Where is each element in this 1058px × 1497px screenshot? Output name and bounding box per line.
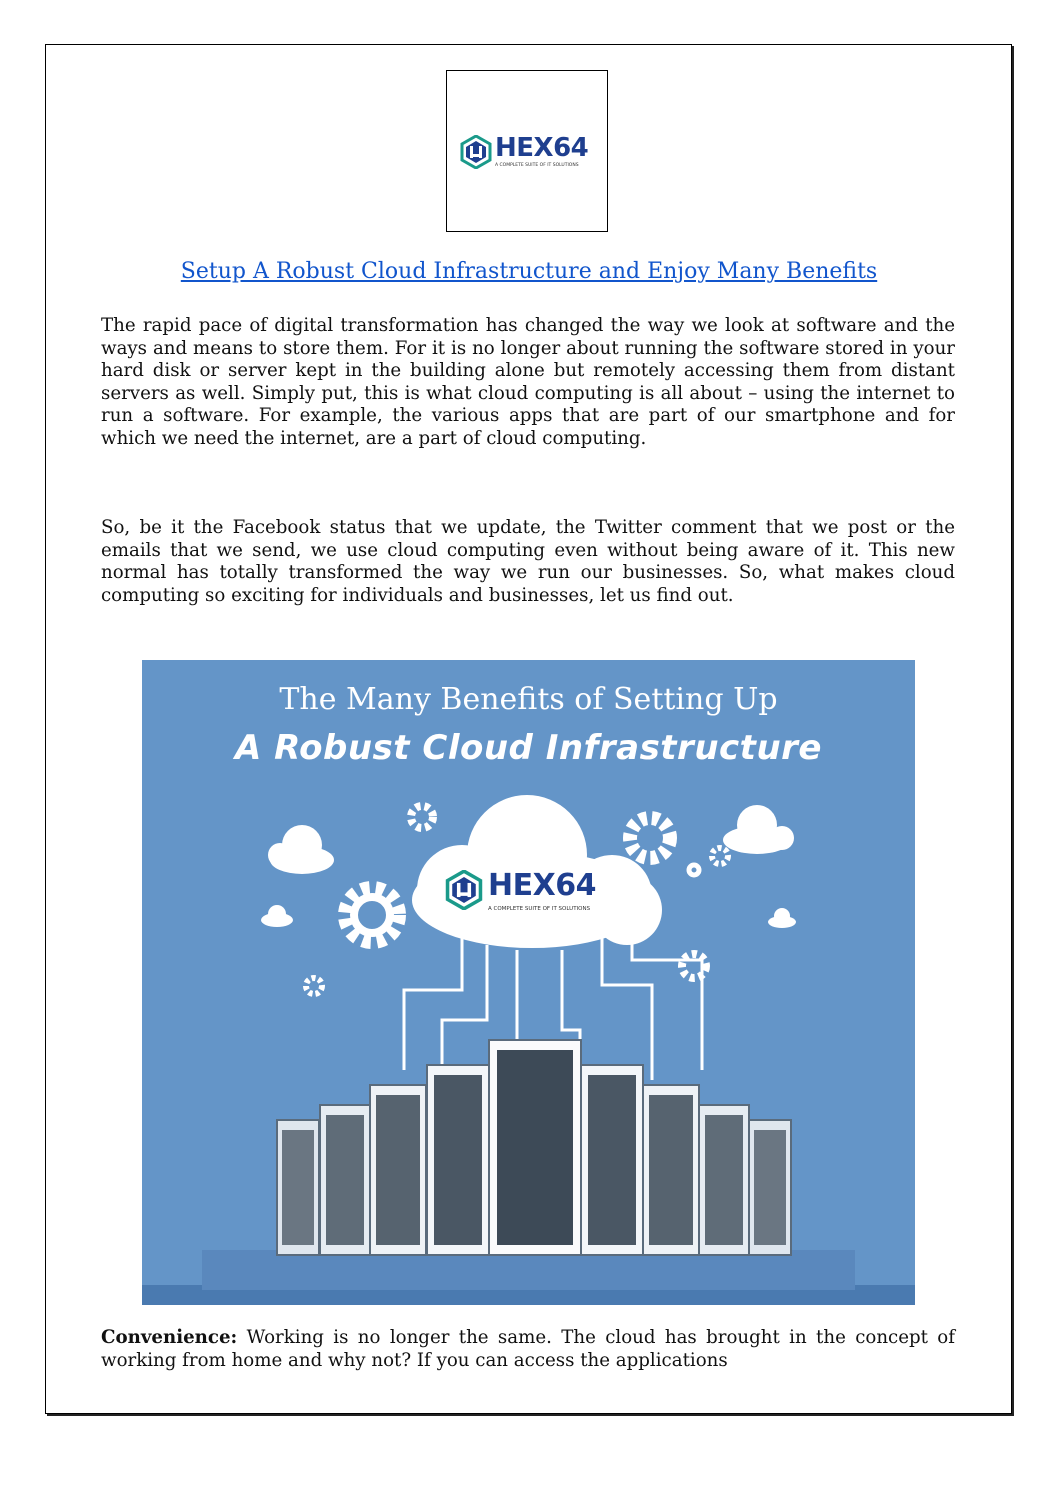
paragraph-convenience — [101, 1327, 955, 1372]
convenience-text: Working is no longer the same. The cloud has brought in the concept of working from home and why not? If you can access the applications — [101, 1327, 955, 1371]
logo-wordmark: HEX64 — [495, 133, 589, 163]
hexagon-logo-icon — [444, 870, 484, 910]
infographic-title-line2: A Robust Cloud Infrastructure — [235, 728, 822, 768]
infographic-title-line1: The Many Benefits of Setting Up — [279, 682, 778, 717]
logo-tagline: A COMPLETE SUITE OF IT SOLUTIONS — [495, 163, 579, 168]
infographic-brand-tagline: A COMPLETE SUITE OF IT SOLUTIONS — [488, 906, 591, 912]
infographic-brand: HEX64 — [488, 868, 596, 903]
company-logo — [446, 70, 608, 232]
page-title-link[interactable]: Setup A Robust Cloud Infrastructure and Enjoy Many Benefits — [180, 259, 878, 284]
hexagon-logo-icon — [459, 135, 493, 169]
paragraph-intro: The rapid pace of digital transformation has changed the way we look at software and the ways and means to store them. For it is no longer about running the software stored in your hard disk or server kept in the building alone but remotely accessing them from distant servers as well. Simply put, this is what cloud computing is all about – using the internet to run a software. For example, the various apps that are part of our smartphone and for which we need the internet, are a part of cloud computing. — [101, 315, 955, 449]
paragraph-examples: So, be it the Facebook status that we update, the Twitter comment that we post or the emails that we send, we use cloud computing even without being aware of it. This new normal has totally transformed the way we run our businesses. So, what makes cloud computing so exciting for individuals and businesses, let us find out. — [101, 517, 955, 606]
convenience-heading: Convenience: — [101, 1327, 238, 1348]
cloud-infographic — [142, 660, 915, 1305]
